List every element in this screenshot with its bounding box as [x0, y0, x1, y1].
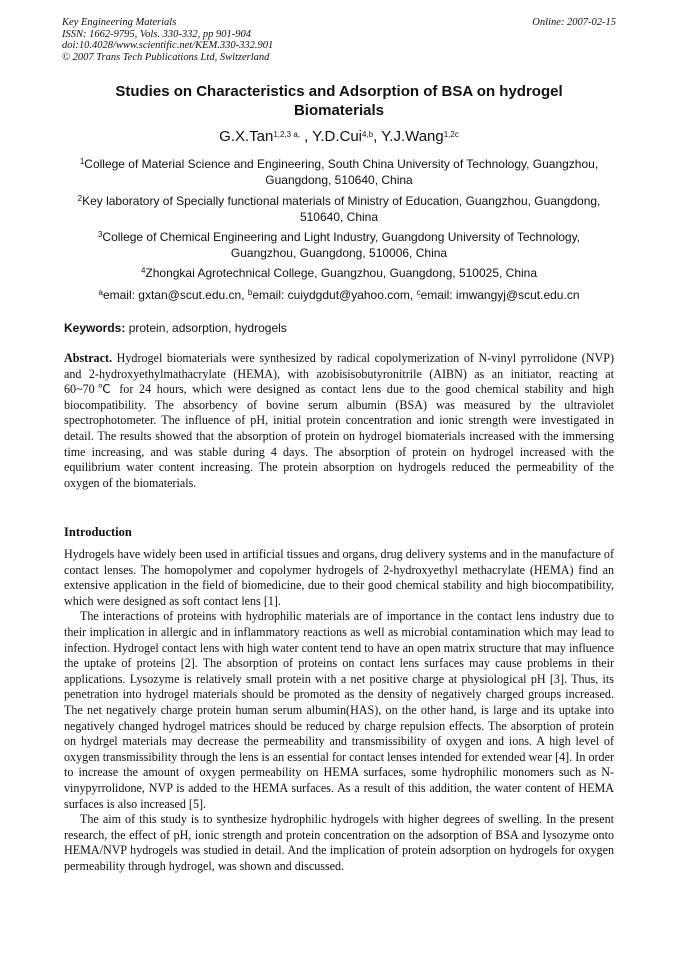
author-name: Y.D.Cui [312, 128, 362, 145]
author-name: Y.J.Wang [381, 128, 444, 145]
doi-line: doi:10.4028/www.scientific.net/KEM.330-332.901 [62, 40, 274, 51]
affiliation-2 [62, 193, 616, 225]
abstract [64, 351, 614, 491]
author-separator: , [373, 128, 382, 145]
email-line [62, 287, 616, 303]
paragraph: The interactions of proteins with hydrophilic materials are of importance in the contact lens industry due to their implication in allergic and in inflammatory reactions as well as microbial contamination which may lead to infection. Hydrogel contact lens with high water content tend to have an open matrix structure that may influence the uptake of proteins [2]. The absorption of proteins on contact lens surfaces may cause problems in their applications. Lysozyme is relatively small protein with a net positive charge at physiological pH [3]. Thus, its penetration into hydrogel materials should be promoted as the density of negatively charged groups increased. The net negatively charge protein human serum albumin(HAS), on the other hand, is large and its uptake into negatively changed hydrogel matrices should be reduced by charge repulsion effects. The absorption of protein on hydrgel materials may decrease the permeability and transmissibility of oxygen and ions. A high level of oxygen transmissibility through the lens is an essential for contact lenses intended for extended wear [4]. In order to increase the amount of oxygen permeability on HEMA surfaces, some hydrophilic monomers such as N-vinypyrrolidone, NVP is added to the HEMA surfaces. As a result of this addition, the water content of HEMA surfaces is also increased [5]. [64, 609, 614, 811]
paper-title [62, 82, 616, 120]
affiliation-number: 2 [77, 194, 83, 203]
title-line-1: Studies on Characteristics and Adsorption of BSA on hydrogel [115, 83, 563, 100]
affiliation-number: 3 [97, 230, 103, 239]
journal-header [62, 17, 273, 63]
author-name: G.X.Tan [219, 128, 274, 145]
email-marker: c [416, 288, 421, 297]
author-separator: , [300, 128, 313, 145]
keywords-label: Keywords: [64, 321, 126, 335]
author-list [62, 128, 616, 145]
affiliation-3 [62, 229, 616, 261]
affiliation-4 [62, 265, 616, 281]
affiliation-number: 1 [79, 157, 85, 166]
author-superscript: 1,2c [443, 130, 459, 139]
email-text: email: gxtan@scut.edu.cn, [102, 288, 248, 302]
affiliation-text: College of Material Science and Engineering, South China University of Technology, Guangzhou, [84, 157, 599, 171]
keywords [64, 321, 287, 335]
section-heading: Introduction [64, 525, 132, 539]
email-marker: b [247, 288, 253, 297]
author-superscript: 4,b [362, 130, 374, 139]
introduction-body [64, 547, 614, 874]
affiliation-text: Key laboratory of Specially functional materials of Ministry of Education, Guangzhou, Guangdong, [82, 194, 601, 208]
title-line-2: Biomaterials [293, 102, 385, 119]
paragraph: The aim of this study is to synthesize hydrophilic hydrogels with higher degrees of swelling. In the present research, the effect of pH, ionic strength and protein concentration on the adsorption of BSA and lysozyme onto HEMA/NVP hydrogels was studied in detail. And the implication of protein adsorption on hydrogels for oxygen permeability through hydrogel, was shown and discussed. [64, 812, 614, 873]
affiliation-text: Zhongkai Agrotechnical College, Guangzhou, Guangdong, 510025, China [145, 266, 538, 280]
copyright-line: © 2007 Trans Tech Publications Ltd, Switzerland [62, 51, 270, 63]
affiliation-text: Guangdong, 510640, China [265, 173, 413, 187]
abstract-label: Abstract. [64, 351, 113, 365]
author-superscript: 1,2,3 a, [273, 130, 301, 139]
abstract-text: Hydrogel biomaterials were synthesized by radical copolymerization of N-vinyl pyrrolidone (NVP) and 2-hydroxyethylmathacrylate (HEMA), with azobisisobutyronitrile (AIBN) as an initiator, reacting at 60~70℃ for 24 hours, which were designed as contact lens due to the good chemical stability and high biocompatibility. The absorbency of bovine serum albumin (BSA) was measured by the ultraviolet spectrophotometer. The influence of pH, initial protein concentration and ionic strength were investigated in detail. The results showed that the absorption of protein on hydrogel biomaterials increased with the immersing time increasing, and was stable during 4 days. The absorption of protein on hydrogel increased with the equilibrium water content increasing. The protein absorption on hydrogels reduced the permeability of the oxygen of the biomaterials. [64, 351, 614, 490]
issn-line: ISSN: 1662-9795, Vols. 330-332, pp 901-904 [62, 28, 251, 40]
affiliation-text: College of Chemical Engineering and Light Industry, Guangdong University of Technology, [102, 230, 581, 244]
email-marker: a [98, 288, 103, 297]
affiliation-1 [62, 156, 616, 188]
affiliation-text: 510640, China [299, 210, 379, 224]
email-text: email: cuiydgdut@yahoo.com, [252, 288, 417, 302]
journal-name: Key Engineering Materials [62, 17, 177, 28]
email-text: email: imwangyj@scut.edu.cn [420, 288, 580, 302]
online-date: Online: 2007-02-15 [532, 17, 616, 28]
affiliation-text: Guangzhou, Guangdong, 510006, China [230, 246, 448, 260]
keywords-text: protein, adsorption, hydrogels [125, 321, 287, 335]
affiliation-number: 4 [140, 266, 146, 275]
paragraph: Hydrogels have widely been used in artificial tissues and organs, drug delivery systems and in the manufacture of contact lenses. The homopolymer and copolymer hydrogels of 2-hydroxyethyl methacrylate (HEMA) find an extensive application in the field of biomedicine, due to their good chemical stability and high biocompatibility, which were designed as soft contact lens [1]. [64, 547, 614, 608]
